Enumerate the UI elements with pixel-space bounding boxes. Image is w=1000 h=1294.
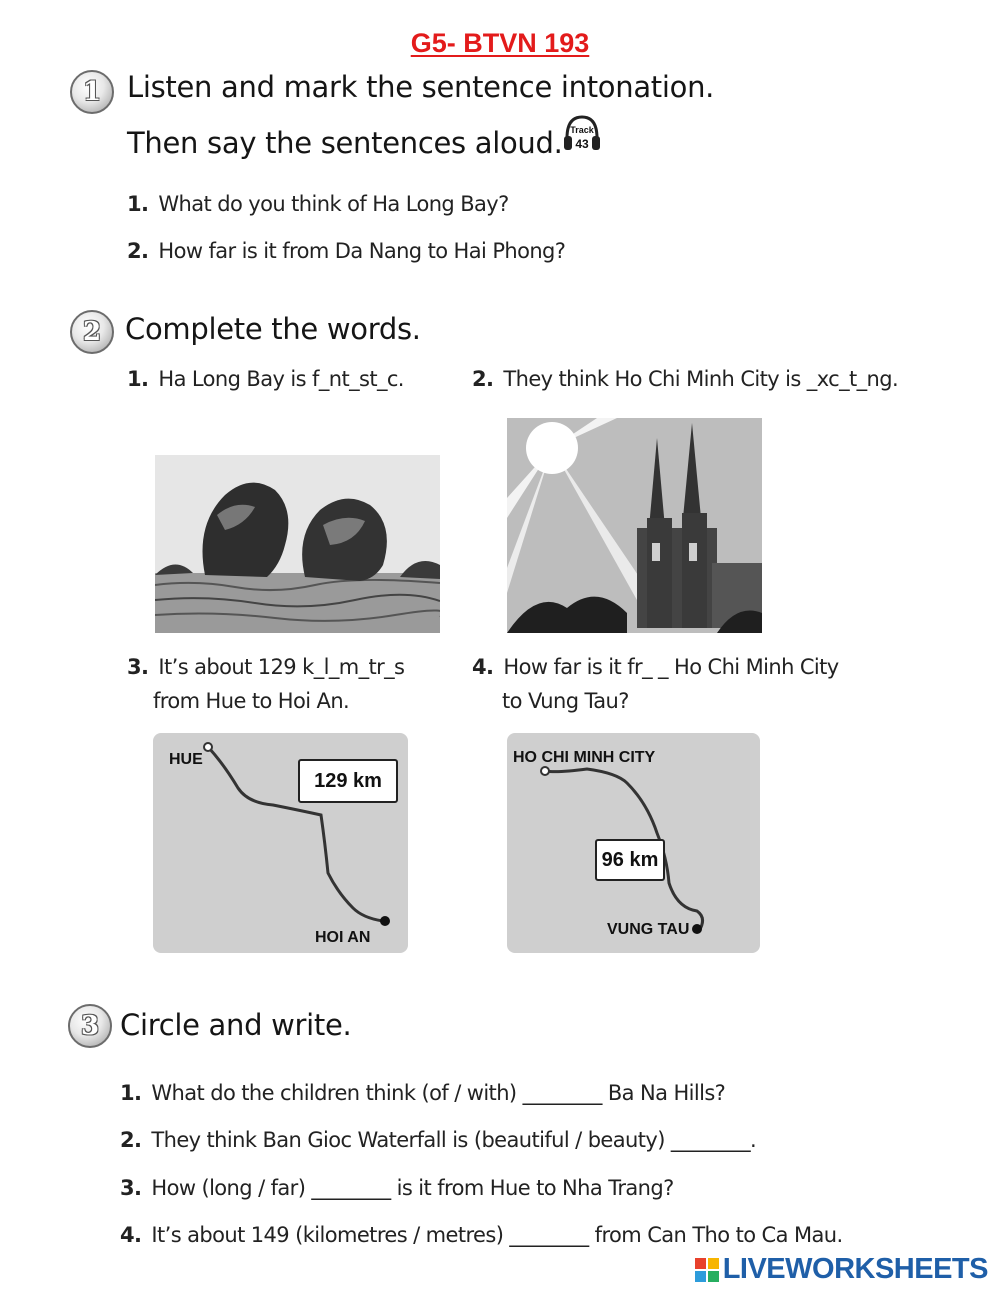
item-number: 1. <box>120 1081 142 1105</box>
section-2-item-4-line-2: to Vung Tau? <box>502 689 629 713</box>
item-text: How far is it fr_ _ Ho Chi Minh City <box>503 655 839 679</box>
section-3-item-1 <box>120 1076 725 1110</box>
start-marker-icon <box>541 767 549 775</box>
section-1-number-badge: 1 <box>70 70 114 114</box>
distance-box: 129 km <box>298 759 398 803</box>
item-number: 2. <box>120 1128 142 1152</box>
liveworksheets-logo-icon <box>695 1258 719 1282</box>
item-text: What do the children think (of / with) ________ Ba Na Hills? <box>151 1081 726 1105</box>
item-number: 3. <box>127 655 149 679</box>
item-number: 1. <box>127 367 149 391</box>
item-number: 1. <box>127 192 149 216</box>
map-to-label: HOI AN <box>315 929 371 946</box>
end-marker-icon <box>380 916 390 926</box>
section-3-number-badge: 3 <box>68 1004 112 1048</box>
liveworksheets-brand[interactable] <box>695 1253 988 1286</box>
section-2-heading: Complete the words. <box>125 312 421 346</box>
section-2-item-1 <box>127 362 404 396</box>
map-to-label: VUNG TAU <box>607 921 690 938</box>
page-title: G5- BTVN 193 <box>410 28 590 58</box>
track-word: Track <box>570 125 594 135</box>
item-text: It’s about 149 (kilometres / metres) ________ from Can Tho to Ca Mau. <box>151 1223 843 1247</box>
section-2-item-3-line-2: from Hue to Hoi An. <box>153 689 350 713</box>
map-hcmc-vung-tau <box>507 733 760 953</box>
item-number: 2. <box>127 239 149 263</box>
item-text: They think Ban Gioc Waterfall is (beautiful / beauty) ________. <box>151 1128 757 1152</box>
item-text: It’s about 129 k_l_m_tr_s <box>158 655 405 679</box>
map-hue-hoi-an <box>153 733 408 953</box>
item-text: Ha Long Bay is f_nt_st_c. <box>158 367 404 391</box>
item-text: How (long / far) ________ is it from Hue to Nha Trang? <box>151 1176 674 1200</box>
item-number: 2. <box>472 367 494 391</box>
end-marker-icon <box>692 924 702 934</box>
section-1-heading: Listen and mark the sentence intonation. <box>127 70 715 104</box>
headphones-icon[interactable] <box>562 112 602 156</box>
start-marker-icon <box>204 743 212 751</box>
brand-name: LIVEWORKSHEETS <box>722 1253 988 1285</box>
section-3-item-2 <box>120 1123 756 1157</box>
item-number: 4. <box>120 1223 142 1247</box>
section-1-item-2 <box>127 234 565 268</box>
section-3-item-4 <box>120 1218 843 1252</box>
section-3-item-3 <box>120 1171 674 1205</box>
distance-box: 96 km <box>595 839 665 881</box>
section-1-item-1 <box>127 187 509 221</box>
item-number: 4. <box>472 655 494 679</box>
section-2-number-badge: 2 <box>70 310 114 354</box>
item-number: 3. <box>120 1176 142 1200</box>
map-from-label: HO CHI MINH CITY <box>513 749 656 766</box>
section-2-item-3 <box>127 650 404 684</box>
map-from-label: HUE <box>169 751 203 768</box>
section-1-heading-line-2: Then say the sentences aloud. <box>127 126 563 160</box>
ha-long-bay-image <box>155 455 440 633</box>
section-2-item-2 <box>472 362 898 396</box>
section-2-item-4 <box>472 650 839 684</box>
item-text: What do you think of Ha Long Bay? <box>158 192 509 216</box>
ho-chi-minh-city-church-image <box>507 418 762 633</box>
item-text: They think Ho Chi Minh City is _xc_t_ng. <box>503 367 899 391</box>
section-3-heading: Circle and write. <box>120 1008 352 1042</box>
track-number: 43 <box>575 137 589 151</box>
item-text: How far is it from Da Nang to Hai Phong? <box>158 239 566 263</box>
